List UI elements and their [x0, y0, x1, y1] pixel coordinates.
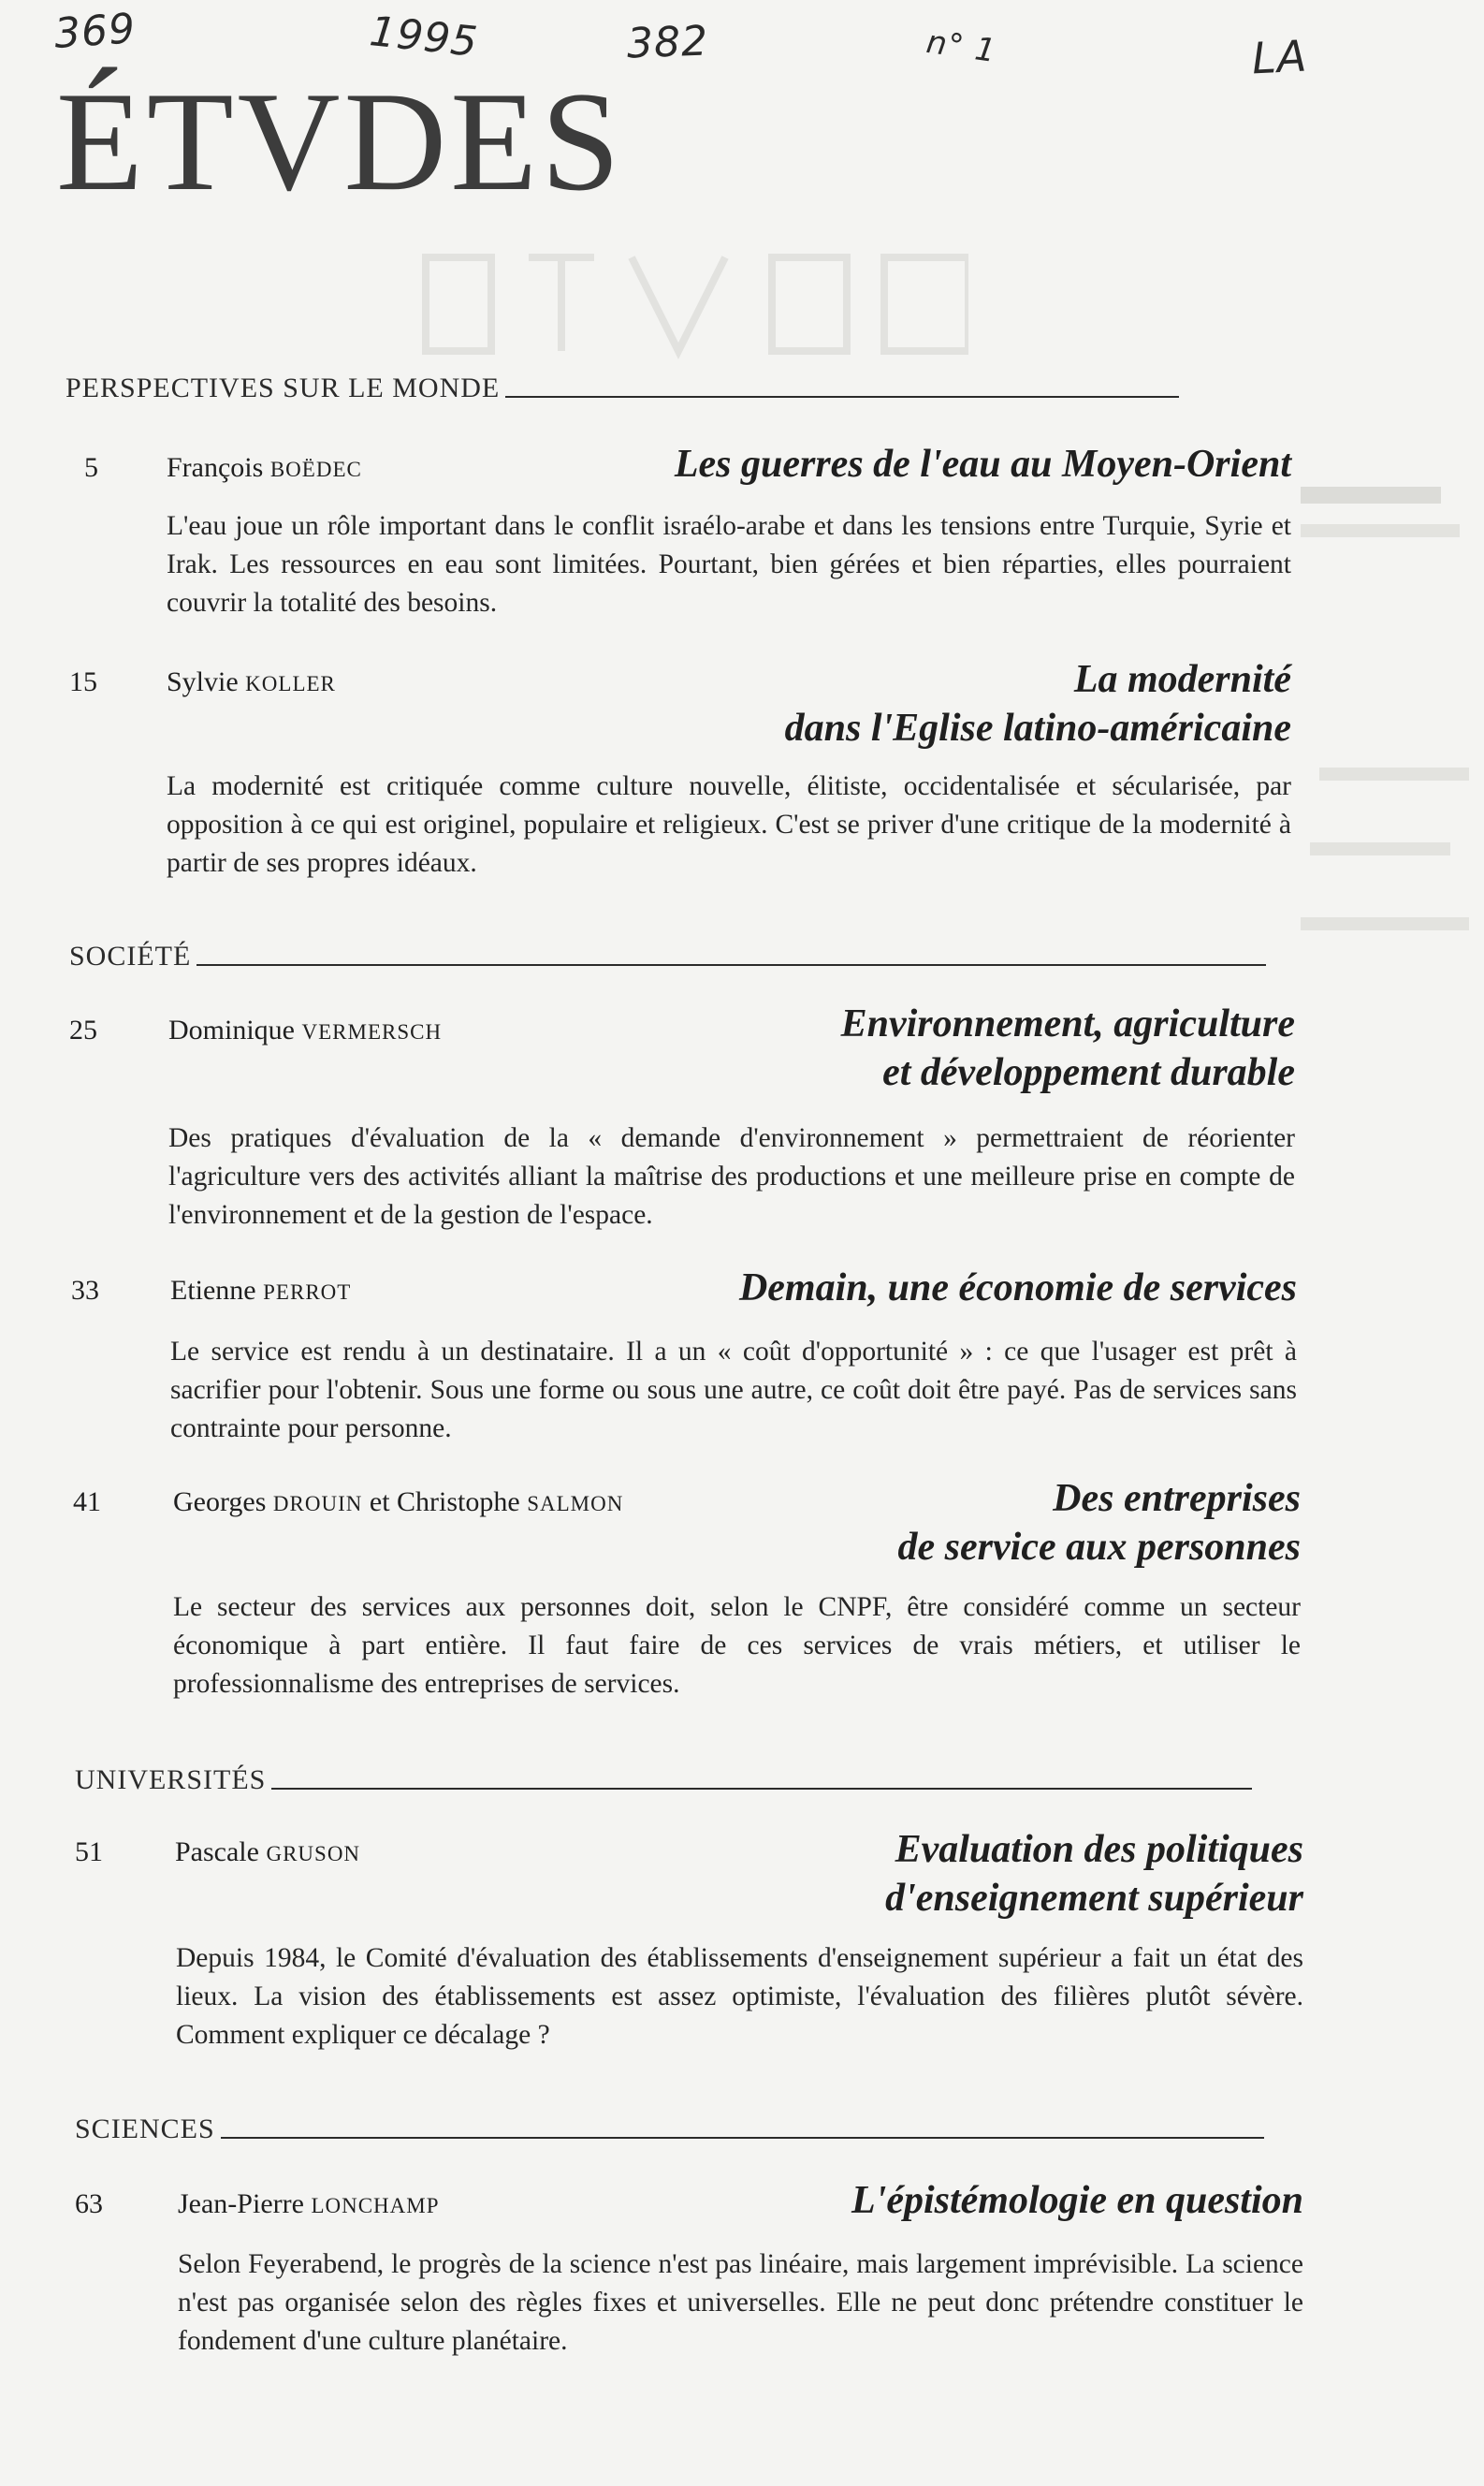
bleed-through-mark: [332, 239, 968, 370]
author: [173, 1486, 623, 1518]
title-line: Demain, une économie de services: [738, 1266, 1297, 1309]
article-title[interactable]: [885, 1825, 1303, 1923]
article-title[interactable]: [841, 1000, 1295, 1097]
section-rule: [221, 2137, 1264, 2139]
author-first-name: Dominique: [168, 1015, 295, 1046]
article-abstract: L'eau joue un rôle important dans le conflit israélo-arabe et dans les tensions entre Turquie, Syrie et Irak. Les ressources en eau sont limitées. Pourtant, bien gérées et bien réparties, elles pourraient couvrir la totalité des besoins.: [167, 511, 1291, 618]
page-number: 15: [69, 666, 97, 697]
author-first-name: Georges: [173, 1486, 267, 1517]
article-abstract: Le secteur des services aux personnes doit, selon le CNPF, être considéré comme un secteur économique à part entière. Il faut faire de ces services de vrais métiers, et utiliser le professionnalisme des entreprises de services.: [173, 1592, 1301, 1699]
bleed-through-lines: [1301, 487, 1478, 1011]
author-join: et Christophe: [369, 1486, 520, 1517]
article-abstract: Depuis 1984, le Comité d'évaluation des établissements d'enseignement supérieur a fait un état des lieux. La vision des établissements est assez optimiste, l'évaluation des filières plutôt sévère. Comment expliquer ce décalage ?: [176, 1943, 1303, 2050]
author: [175, 1836, 360, 1868]
article-abstract: Le service est rendu à un destinataire. Il a un « coût d'opportunité » : ce que l'usager est prêt à sacrifier pour l'obtenir. Sous une forme ou sous une autre, ce coût doit être payé. Pas de services sans contrainte pour personne.: [170, 1337, 1297, 1443]
title-line: Environnement, agriculture: [840, 1002, 1295, 1046]
section-header: [0, 1764, 1484, 1796]
title-line: de service aux personnes: [897, 1526, 1301, 1569]
article-title[interactable]: [739, 1264, 1297, 1312]
article-title[interactable]: [785, 655, 1291, 753]
author-last-name: LONCHAMP: [311, 2194, 440, 2217]
author: [170, 1275, 351, 1307]
handwritten-volume: 369: [52, 5, 138, 58]
section-label: PERSPECTIVES SUR LE MONDE: [65, 373, 501, 403]
title-line: Les guerres de l'eau au Moyen-Orient: [674, 443, 1291, 486]
title-line: Des entreprises: [1053, 1477, 1301, 1520]
author-first-name: Pascale: [175, 1836, 259, 1867]
author: [167, 666, 336, 698]
journal-masthead: ÉTVDES: [56, 63, 624, 220]
author-last-name: KOLLER: [245, 672, 336, 695]
handwritten-tome: 382: [626, 17, 709, 68]
author: [167, 452, 362, 484]
author-last-name: VERMERSCH: [301, 1020, 443, 1044]
section-header: [0, 941, 1484, 972]
show-through-block: [1301, 487, 1478, 1016]
author-first-name: Sylvie: [167, 666, 239, 697]
title-line: dans l'Eglise latino-américaine: [784, 707, 1291, 750]
page-number: 25: [69, 1015, 97, 1046]
article-title[interactable]: [675, 440, 1291, 489]
author: [168, 1015, 442, 1046]
author-last-name: PERROT: [263, 1280, 352, 1304]
article-abstract: La modernité est critiquée comme culture nouvelle, élitiste, occidentalisée et sécularisée, par opposition à ce qui est originel, populaire et religieux. C'est se priver d'une critique de la modernité à partir de ses propres idéaux.: [167, 771, 1291, 878]
section-header: [0, 373, 1484, 404]
page-number: 5: [84, 452, 98, 483]
article-title[interactable]: [851, 2176, 1303, 2225]
second-author-last-name: SALMON: [527, 1492, 624, 1515]
author-last-name: BOËDEC: [269, 458, 362, 481]
page-number: 51: [75, 1836, 103, 1867]
title-line: Evaluation des politiques: [895, 1828, 1303, 1871]
author-first-name: François: [167, 452, 264, 483]
section-header: [0, 2113, 1484, 2145]
author-last-name: DROUIN: [272, 1492, 363, 1515]
author: [178, 2188, 440, 2220]
article-abstract: Des pratiques d'évaluation de la « demande d'environnement » permettraient de réorienter l'agriculture vers des activités alliant la maîtrise des productions et une meilleure prise en compte de l'environnement et de la gestion de l'espace.: [168, 1123, 1295, 1230]
section-label: SOCIÉTÉ: [69, 941, 192, 972]
article-title[interactable]: [898, 1474, 1301, 1572]
handwritten-ref: LA: [1250, 30, 1309, 84]
author-last-name: GRUSON: [266, 1842, 361, 1865]
title-line: d'enseignement supérieur: [885, 1877, 1303, 1920]
page-number: 41: [73, 1486, 101, 1517]
handwritten-issue: n° 1: [924, 22, 999, 71]
article-abstract: Selon Feyerabend, le progrès de la science n'est pas linéaire, mais largement imprévisible. La science n'est pas organisée selon des règles fixes et universelles. Elle ne peut donc prétendre constituer le fondement d'une culture planétaire.: [178, 2249, 1303, 2356]
section-rule: [196, 964, 1266, 966]
handwritten-year: 1995: [367, 7, 481, 66]
title-line: L'épistémologie en question: [851, 2179, 1303, 2222]
section-label: SCIENCES: [75, 2113, 215, 2144]
page-number: 33: [71, 1275, 99, 1306]
title-line: La modernité: [1073, 658, 1291, 701]
show-through-masthead: [332, 239, 968, 393]
title-line: et développement durable: [882, 1051, 1295, 1094]
section-label: UNIVERSITÉS: [75, 1764, 267, 1795]
section-rule: [271, 1788, 1252, 1790]
section-rule: [505, 396, 1179, 398]
page-number: 63: [75, 2188, 103, 2219]
author-first-name: Jean-Pierre: [178, 2188, 304, 2219]
author-first-name: Etienne: [170, 1275, 256, 1306]
